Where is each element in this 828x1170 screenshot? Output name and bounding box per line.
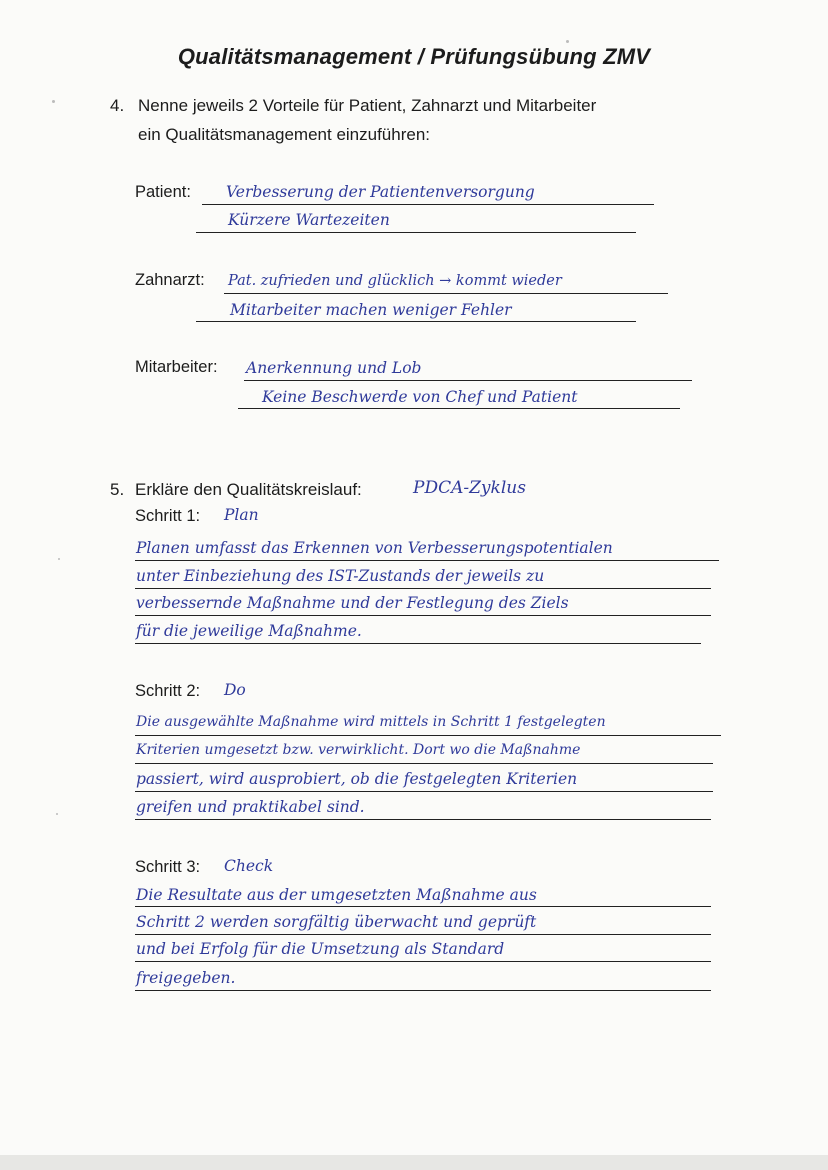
step-2-line-3	[135, 791, 713, 792]
step-3-label: Schritt 3:	[135, 858, 201, 876]
zahnarzt-label: Zahnarzt:	[135, 271, 205, 289]
step-2-name: Do	[224, 681, 246, 699]
step-3-text-2: Schritt 2 werden sorgfältig überwacht und geprüft	[136, 913, 537, 931]
scan-bottom-edge	[0, 1155, 828, 1170]
question-4-number: 4.	[110, 96, 125, 115]
patient-answer-2: Kürzere Wartezeiten	[228, 211, 390, 229]
scan-speck	[56, 813, 58, 815]
step-1-label: Schritt 1:	[135, 507, 201, 525]
mitarbeiter-answer-1: Anerkennung und Lob	[246, 359, 422, 377]
step-2-text-2: Kriterien umgesetzt bzw. verwirklicht. Dort wo die Maßnahme	[136, 742, 581, 758]
step-1-text-2: unter Einbeziehung des IST-Zustands der jeweils zu	[136, 567, 545, 585]
mitarbeiter-answer-line-2	[238, 408, 680, 409]
patient-label: Patient:	[135, 183, 191, 201]
patient-answer-line-1	[202, 204, 654, 205]
step-2-label: Schritt 2:	[135, 682, 201, 700]
step-3-line-4	[135, 990, 711, 991]
zahnarzt-answer-1: Pat. zufrieden und glücklich → kommt wieder	[228, 273, 562, 289]
mitarbeiter-label: Mitarbeiter:	[135, 358, 218, 376]
step-2-text-1: Die ausgewählte Maßnahme wird mittels in Schritt 1 festgelegten	[136, 714, 606, 730]
step-3-line-1	[135, 906, 711, 907]
step-1-text-3: verbessernde Maßnahme und der Festlegung des Ziels	[136, 594, 569, 612]
question-5-answer: PDCA-Zyklus	[413, 478, 526, 498]
question-4-line-2: ein Qualitätsmanagement einzuführen:	[138, 125, 431, 144]
patient-answer-1: Verbesserung der Patientenversorgung	[226, 183, 535, 201]
step-2-line-1	[135, 735, 721, 736]
scan-speck	[52, 100, 55, 103]
step-1-name: Plan	[224, 506, 259, 524]
step-2-text-3: passiert, wird ausprobiert, ob die festgelegten Kriterien	[136, 770, 578, 788]
step-2-line-4	[135, 819, 711, 820]
step-1-text-4: für die jeweilige Maßnahme.	[136, 622, 362, 640]
step-3-text-1: Die Resultate aus der umgesetzten Maßnahme aus	[136, 886, 537, 904]
scan-speck	[566, 40, 569, 43]
zahnarzt-answer-line-1	[224, 293, 668, 294]
scan-speck	[58, 558, 60, 560]
question-4-text	[138, 91, 596, 149]
patient-answer-line-2	[196, 232, 636, 233]
step-2-text-4: greifen und praktikabel sind.	[136, 798, 365, 816]
step-3-line-3	[135, 961, 711, 962]
step-3-name: Check	[224, 857, 274, 875]
step-1-line-4	[135, 643, 701, 644]
step-1-line-2	[135, 588, 711, 589]
page-title: Qualitätsmanagement / Prüfungsübung ZMV	[177, 44, 651, 69]
question-5-number: 5.	[110, 480, 125, 499]
step-1-line-3	[135, 615, 711, 616]
mitarbeiter-answer-2: Keine Beschwerde von Chef und Patient	[262, 388, 578, 406]
step-2-line-2	[135, 763, 713, 764]
step-3-text-3: und bei Erfolg für die Umsetzung als Standard	[136, 940, 505, 958]
question-4-line-1: Nenne jeweils 2 Vorteile für Patient, Zahnarzt und Mitarbeiter	[138, 96, 597, 115]
mitarbeiter-answer-line-1	[244, 380, 692, 381]
step-3-line-2	[135, 934, 711, 935]
question-5-prompt: Erkläre den Qualitätskreislauf:	[135, 480, 362, 499]
step-1-line-1	[135, 560, 719, 561]
step-3-text-4: freigegeben.	[136, 969, 236, 987]
step-1-text-1: Planen umfasst das Erkennen von Verbesserungspotentialen	[136, 539, 613, 557]
zahnarzt-answer-line-2	[196, 321, 636, 322]
zahnarzt-answer-2: Mitarbeiter machen weniger Fehler	[230, 301, 512, 319]
